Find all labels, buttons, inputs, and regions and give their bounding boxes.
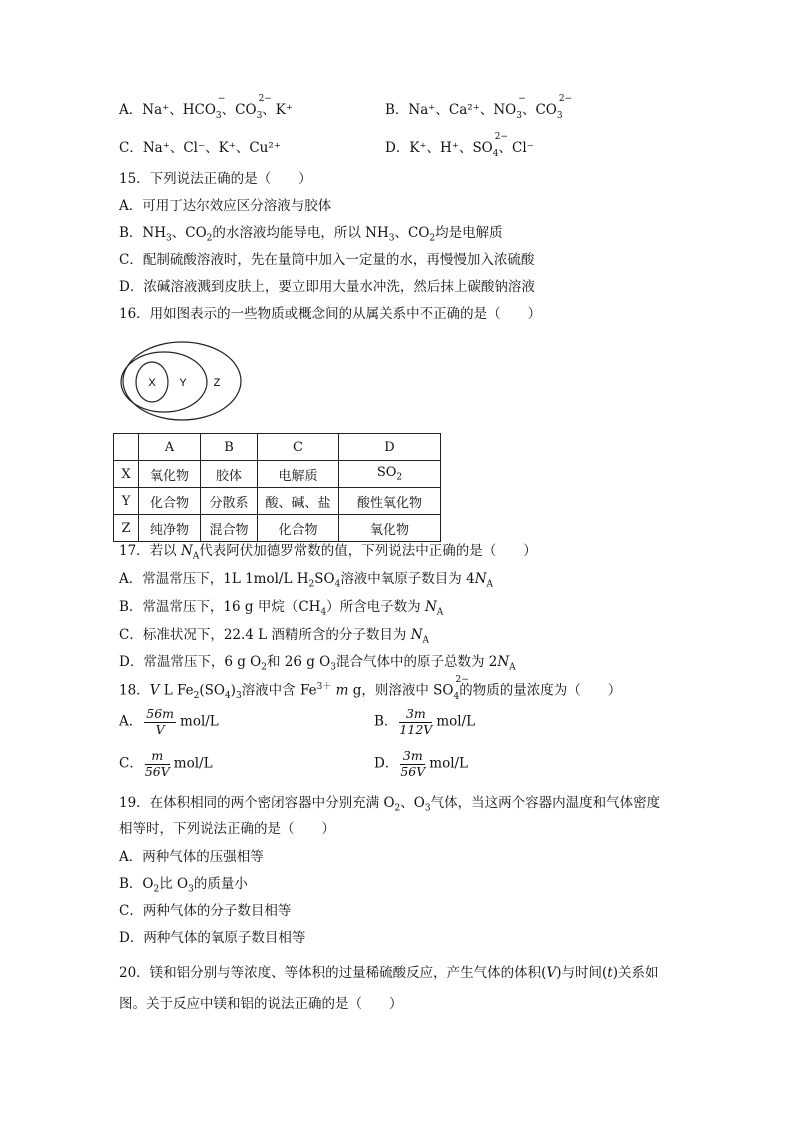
label-y: Y: [179, 377, 187, 389]
ellipse-y: [121, 352, 207, 412]
q20-stem-line1: 20．镁和铝分别与等浓度、等体积的过量稀硫酸反应，产生气体的体积(V)与时间(t)关系如: [119, 965, 659, 981]
q17-option-c: C．标准状况下，22.4 L 酒精所含的分子数目为 $N_A$: [119, 627, 430, 646]
label-z: Z: [213, 377, 221, 389]
label-x: X: [148, 377, 156, 389]
q14-option-b: B．Na⁺、Ca²⁺、NO − $_3$、CO 2− $_3$: [385, 94, 573, 121]
q15-option-b: B．$NH_3$、$CO_2$的水溶液均能导电，所以 $NH_3$、$CO_2$均是电解质: [119, 225, 503, 244]
q19-stem-line1: 19．在体积相同的两个密闭容器中分别充满 $O_2$、$O_3$气体，当这两个容器内温度和气体密度: [119, 795, 661, 814]
table-row: Y 化合物 分散系 酸、碱、盐 酸性氧化物: [114, 488, 441, 515]
q18-option-c: C． $\frac{m}{56V}$ mol/L: [119, 748, 213, 779]
q17-option-a: A．常温常压下，1L 1mol/L $H_2SO_4$溶液中氧原子数目为 $4N_A$: [119, 571, 494, 590]
q19-option-c: C．两种气体的分子数目相等: [119, 903, 292, 919]
q18-option-d: D． $\frac{3m}{56V}$ mol/L: [374, 748, 469, 779]
q14-option-c: C．Na⁺、Cl⁻、K⁺、Cu²⁺: [119, 140, 281, 156]
q14-option-a: A．Na⁺、HCO − $_3$、CO 2− $_3$、K⁺: [119, 94, 294, 121]
q15-stem: 15．下列说法正确的是（ ）: [119, 171, 312, 187]
q16-table: [113, 433, 441, 542]
q14-option-d: D．K⁺、H⁺、SO 2− $_4$、Cl⁻: [385, 132, 534, 159]
table-header-row: A B C D: [114, 434, 441, 461]
venn-diagram: [118, 335, 248, 427]
q15-option-d: D．浓碱溶液溅到皮肤上，要立即用大量水冲洗，然后抹上碳酸钠溶液: [119, 279, 535, 295]
q16-stem: 16．用如图表示的一些物质或概念间的从属关系中不正确的是（ ）: [119, 306, 542, 322]
q18-stem: 18．V L $Fe_2(SO_4)_3$溶液中含 $Fe^{3+}$ m g，则溶液中 SO 2− $_4$的物质的量浓度为（ ）: [119, 674, 622, 702]
q17-option-d: D．常温常压下，6 g $O_2$和 26 g $O_3$混合气体中的原子总数为 $2N_A$: [119, 654, 516, 673]
q17-option-b: B．常温常压下，16 g 甲烷$(CH_4)$所含电子数为 $N_A$: [119, 599, 444, 618]
table-row: Z 纯净物 混合物 化合物 氧化物: [114, 515, 441, 542]
q15-option-a: A．可用丁达尔效应区分溶液与胶体: [119, 198, 332, 214]
q17-stem: 17．若以 $N_A$代表阿伏加德罗常数的值，下列说法中正确的是（ ）: [119, 543, 537, 562]
table-row: X 氧化物 胶体 电解质 $SO_2$: [114, 461, 441, 488]
q15-option-c: C．配制硫酸溶液时，先在量筒中加入一定量的水，再慢慢加入浓硫酸: [119, 252, 535, 268]
q20-stem-line2: 图。关于反应中镁和铝的说法正确的是（ ）: [119, 996, 403, 1012]
q19-option-a: A．两种气体的压强相等: [119, 849, 264, 865]
q18-option-b: B． $\frac{3m}{112V}$ mol/L: [374, 706, 476, 737]
q19-option-d: D．两种气体的氧原子数目相等: [119, 930, 306, 946]
q19-stem-line2: 相等时，下列说法正确的是（ ）: [119, 821, 335, 837]
q19-option-b: B．$O_2$比 $O_3$的质量小: [119, 876, 248, 895]
q18-option-a: A． $\frac{56m}{V}$ mol/L: [119, 706, 219, 737]
